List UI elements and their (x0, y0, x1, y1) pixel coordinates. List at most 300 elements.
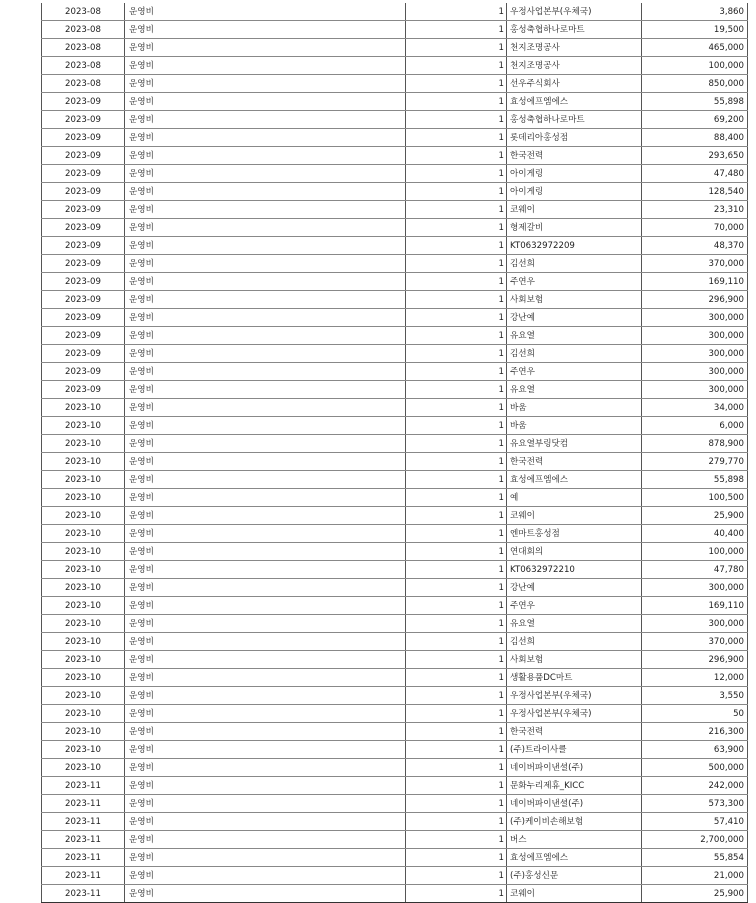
category-cell: 운영비 (125, 345, 406, 363)
vendor-cell: 문화누리제휴_KICC (507, 777, 642, 795)
amount-cell: 370,000 (642, 633, 748, 651)
vendor-cell: 주연우 (507, 597, 642, 615)
category-cell: 운영비 (125, 309, 406, 327)
month-cell: 2023-10 (42, 597, 125, 615)
amount-cell: 48,370 (642, 237, 748, 255)
month-cell: 2023-10 (42, 741, 125, 759)
amount-cell: 300,000 (642, 363, 748, 381)
table-row (42, 75, 748, 93)
month-cell: 2023-10 (42, 435, 125, 453)
table-row (42, 579, 748, 597)
category-cell: 운영비 (125, 219, 406, 237)
quantity-cell: 1 (406, 327, 507, 345)
table-row (42, 273, 748, 291)
month-cell: 2023-10 (42, 417, 125, 435)
amount-cell: 296,900 (642, 291, 748, 309)
category-cell: 운영비 (125, 75, 406, 93)
month-cell: 2023-09 (42, 93, 125, 111)
amount-cell: 69,200 (642, 111, 748, 129)
quantity-cell: 1 (406, 75, 507, 93)
category-cell: 운영비 (125, 669, 406, 687)
vendor-cell: 한국전력 (507, 453, 642, 471)
category-cell: 운영비 (125, 543, 406, 561)
quantity-cell: 1 (406, 273, 507, 291)
quantity-cell: 1 (406, 39, 507, 57)
table-row (42, 885, 748, 903)
category-cell: 운영비 (125, 471, 406, 489)
quantity-cell: 1 (406, 381, 507, 399)
table-row (42, 777, 748, 795)
quantity-cell: 1 (406, 363, 507, 381)
amount-cell: 296,900 (642, 651, 748, 669)
table-row (42, 219, 748, 237)
month-cell: 2023-11 (42, 777, 125, 795)
category-cell: 운영비 (125, 507, 406, 525)
category-cell: 운영비 (125, 21, 406, 39)
quantity-cell: 1 (406, 129, 507, 147)
amount-cell: 300,000 (642, 327, 748, 345)
month-cell: 2023-09 (42, 273, 125, 291)
month-cell: 2023-10 (42, 489, 125, 507)
quantity-cell: 1 (406, 543, 507, 561)
amount-cell: 300,000 (642, 345, 748, 363)
quantity-cell: 1 (406, 453, 507, 471)
vendor-cell: 유요열부링닷컴 (507, 435, 642, 453)
vendor-cell: 바움 (507, 417, 642, 435)
category-cell: 운영비 (125, 831, 406, 849)
table-row (42, 381, 748, 399)
table-row (42, 597, 748, 615)
quantity-cell: 1 (406, 21, 507, 39)
quantity-cell: 1 (406, 147, 507, 165)
table-row (42, 867, 748, 885)
category-cell: 운영비 (125, 597, 406, 615)
category-cell: 운영비 (125, 687, 406, 705)
vendor-cell: 유요열 (507, 615, 642, 633)
category-cell: 운영비 (125, 237, 406, 255)
vendor-cell: (주)케이비손해보험 (507, 813, 642, 831)
month-cell: 2023-10 (42, 705, 125, 723)
month-cell: 2023-10 (42, 561, 125, 579)
month-cell: 2023-09 (42, 111, 125, 129)
vendor-cell: 우정사업본부(우체국) (507, 705, 642, 723)
table-row (42, 507, 748, 525)
vendor-cell: 사회보험 (507, 291, 642, 309)
quantity-cell: 1 (406, 417, 507, 435)
vendor-cell: (주)트라이사클 (507, 741, 642, 759)
quantity-cell: 1 (406, 687, 507, 705)
month-cell: 2023-09 (42, 201, 125, 219)
month-cell: 2023-09 (42, 309, 125, 327)
table-row (42, 237, 748, 255)
amount-cell: 242,000 (642, 777, 748, 795)
table-row (42, 435, 748, 453)
category-cell: 운영비 (125, 183, 406, 201)
month-cell: 2023-09 (42, 183, 125, 201)
month-cell: 2023-11 (42, 813, 125, 831)
category-cell: 운영비 (125, 759, 406, 777)
vendor-cell: 효성에프엠에스 (507, 471, 642, 489)
month-cell: 2023-09 (42, 255, 125, 273)
quantity-cell: 1 (406, 111, 507, 129)
category-cell: 운영비 (125, 255, 406, 273)
quantity-cell: 1 (406, 651, 507, 669)
amount-cell: 88,400 (642, 129, 748, 147)
amount-cell: 500,000 (642, 759, 748, 777)
month-cell: 2023-08 (42, 75, 125, 93)
amount-cell: 878,900 (642, 435, 748, 453)
vendor-cell: 김선희 (507, 345, 642, 363)
table-row (42, 471, 748, 489)
quantity-cell: 1 (406, 237, 507, 255)
quantity-cell: 1 (406, 183, 507, 201)
vendor-cell: 효성에프엠에스 (507, 849, 642, 867)
vendor-cell: 예 (507, 489, 642, 507)
vendor-cell: 사회보험 (507, 651, 642, 669)
quantity-cell: 1 (406, 93, 507, 111)
vendor-cell: 홍성축협하나로마트 (507, 21, 642, 39)
amount-cell: 55,898 (642, 471, 748, 489)
month-cell: 2023-09 (42, 327, 125, 345)
vendor-cell: 천지조명공사 (507, 57, 642, 75)
table-row (42, 543, 748, 561)
quantity-cell: 1 (406, 3, 507, 21)
category-cell: 운영비 (125, 561, 406, 579)
month-cell: 2023-09 (42, 129, 125, 147)
amount-cell: 23,310 (642, 201, 748, 219)
month-cell: 2023-09 (42, 165, 125, 183)
vendor-cell: 주연우 (507, 363, 642, 381)
category-cell: 운영비 (125, 39, 406, 57)
table-row (42, 723, 748, 741)
amount-cell: 3,860 (642, 3, 748, 21)
amount-cell: 63,900 (642, 741, 748, 759)
amount-cell: 300,000 (642, 381, 748, 399)
month-cell: 2023-11 (42, 885, 125, 903)
table-row (42, 3, 748, 21)
month-cell: 2023-10 (42, 633, 125, 651)
quantity-cell: 1 (406, 615, 507, 633)
month-cell: 2023-08 (42, 21, 125, 39)
month-cell: 2023-10 (42, 543, 125, 561)
table-row (42, 39, 748, 57)
amount-cell: 850,000 (642, 75, 748, 93)
quantity-cell: 1 (406, 525, 507, 543)
vendor-cell: 주연우 (507, 273, 642, 291)
month-cell: 2023-09 (42, 237, 125, 255)
month-cell: 2023-09 (42, 147, 125, 165)
category-cell: 운영비 (125, 651, 406, 669)
vendor-cell: 한국전력 (507, 147, 642, 165)
month-cell: 2023-11 (42, 795, 125, 813)
quantity-cell: 1 (406, 777, 507, 795)
table-row (42, 345, 748, 363)
quantity-cell: 1 (406, 705, 507, 723)
category-cell: 운영비 (125, 363, 406, 381)
vendor-cell: (주)홍성신문 (507, 867, 642, 885)
amount-cell: 55,854 (642, 849, 748, 867)
vendor-cell: 한국전력 (507, 723, 642, 741)
table-row (42, 813, 748, 831)
vendor-cell: 코웨이 (507, 885, 642, 903)
month-cell: 2023-09 (42, 291, 125, 309)
category-cell: 운영비 (125, 435, 406, 453)
category-cell: 운영비 (125, 129, 406, 147)
quantity-cell: 1 (406, 57, 507, 75)
quantity-cell: 1 (406, 255, 507, 273)
category-cell: 운영비 (125, 57, 406, 75)
quantity-cell: 1 (406, 471, 507, 489)
ledger-body (42, 3, 748, 903)
table-row (42, 795, 748, 813)
amount-cell: 55,898 (642, 93, 748, 111)
table-row (42, 111, 748, 129)
category-cell: 운영비 (125, 615, 406, 633)
month-cell: 2023-10 (42, 507, 125, 525)
amount-cell: 50 (642, 705, 748, 723)
category-cell: 운영비 (125, 489, 406, 507)
vendor-cell: 강난예 (507, 579, 642, 597)
vendor-cell: 아이게링 (507, 165, 642, 183)
amount-cell: 2,700,000 (642, 831, 748, 849)
quantity-cell: 1 (406, 489, 507, 507)
table-row (42, 201, 748, 219)
month-cell: 2023-09 (42, 363, 125, 381)
vendor-cell: 아이게링 (507, 183, 642, 201)
quantity-cell: 1 (406, 633, 507, 651)
vendor-cell: 우정사업본부(우체국) (507, 3, 642, 21)
category-cell: 운영비 (125, 291, 406, 309)
amount-cell: 25,900 (642, 885, 748, 903)
month-cell: 2023-08 (42, 57, 125, 75)
vendor-cell: KT0632972209 (507, 237, 642, 255)
vendor-cell: 바움 (507, 399, 642, 417)
vendor-cell: 천지조명공사 (507, 39, 642, 57)
vendor-cell: 유요열 (507, 327, 642, 345)
vendor-cell: 형제갈비 (507, 219, 642, 237)
month-cell: 2023-10 (42, 651, 125, 669)
category-cell: 운영비 (125, 777, 406, 795)
quantity-cell: 1 (406, 435, 507, 453)
vendor-cell: 김선희 (507, 255, 642, 273)
quantity-cell: 1 (406, 759, 507, 777)
category-cell: 운영비 (125, 723, 406, 741)
amount-cell: 47,780 (642, 561, 748, 579)
month-cell: 2023-10 (42, 525, 125, 543)
category-cell: 운영비 (125, 795, 406, 813)
table-row (42, 57, 748, 75)
table-row (42, 93, 748, 111)
table-row (42, 615, 748, 633)
category-cell: 운영비 (125, 453, 406, 471)
vendor-cell: 네이버파이낸셜(주) (507, 759, 642, 777)
category-cell: 운영비 (125, 147, 406, 165)
amount-cell: 169,110 (642, 273, 748, 291)
month-cell: 2023-10 (42, 579, 125, 597)
amount-cell: 19,500 (642, 21, 748, 39)
category-cell: 운영비 (125, 525, 406, 543)
table-row (42, 291, 748, 309)
vendor-cell: 강난예 (507, 309, 642, 327)
quantity-cell: 1 (406, 669, 507, 687)
table-row (42, 129, 748, 147)
table-row (42, 651, 748, 669)
quantity-cell: 1 (406, 507, 507, 525)
category-cell: 운영비 (125, 813, 406, 831)
table-row (42, 705, 748, 723)
table-row (42, 849, 748, 867)
quantity-cell: 1 (406, 831, 507, 849)
amount-cell: 216,300 (642, 723, 748, 741)
quantity-cell: 1 (406, 885, 507, 903)
table-row (42, 489, 748, 507)
category-cell: 운영비 (125, 93, 406, 111)
quantity-cell: 1 (406, 597, 507, 615)
amount-cell: 40,400 (642, 525, 748, 543)
category-cell: 운영비 (125, 633, 406, 651)
quantity-cell: 1 (406, 219, 507, 237)
vendor-cell: 코웨이 (507, 201, 642, 219)
month-cell: 2023-10 (42, 615, 125, 633)
month-cell: 2023-10 (42, 759, 125, 777)
category-cell: 운영비 (125, 273, 406, 291)
quantity-cell: 1 (406, 201, 507, 219)
category-cell: 운영비 (125, 741, 406, 759)
amount-cell: 12,000 (642, 669, 748, 687)
table-row (42, 309, 748, 327)
month-cell: 2023-11 (42, 849, 125, 867)
category-cell: 운영비 (125, 417, 406, 435)
category-cell: 운영비 (125, 3, 406, 21)
month-cell: 2023-09 (42, 219, 125, 237)
amount-cell: 300,000 (642, 579, 748, 597)
amount-cell: 370,000 (642, 255, 748, 273)
table-row (42, 831, 748, 849)
category-cell: 운영비 (125, 885, 406, 903)
category-cell: 운영비 (125, 327, 406, 345)
month-cell: 2023-10 (42, 471, 125, 489)
month-cell: 2023-10 (42, 669, 125, 687)
month-cell: 2023-10 (42, 723, 125, 741)
amount-cell: 6,000 (642, 417, 748, 435)
table-row (42, 327, 748, 345)
amount-cell: 34,000 (642, 399, 748, 417)
amount-cell: 25,900 (642, 507, 748, 525)
amount-cell: 465,000 (642, 39, 748, 57)
table-row (42, 525, 748, 543)
table-row (42, 147, 748, 165)
amount-cell: 573,300 (642, 795, 748, 813)
quantity-cell: 1 (406, 399, 507, 417)
table-row (42, 669, 748, 687)
category-cell: 운영비 (125, 849, 406, 867)
category-cell: 운영비 (125, 867, 406, 885)
amount-cell: 293,650 (642, 147, 748, 165)
month-cell: 2023-08 (42, 3, 125, 21)
amount-cell: 169,110 (642, 597, 748, 615)
vendor-cell: 코웨이 (507, 507, 642, 525)
vendor-cell: 유요열 (507, 381, 642, 399)
expense-ledger-table (41, 3, 748, 903)
amount-cell: 21,000 (642, 867, 748, 885)
table-row (42, 453, 748, 471)
month-cell: 2023-09 (42, 381, 125, 399)
quantity-cell: 1 (406, 795, 507, 813)
vendor-cell: 홍성축협하나로마트 (507, 111, 642, 129)
quantity-cell: 1 (406, 291, 507, 309)
vendor-cell: 김선희 (507, 633, 642, 651)
category-cell: 운영비 (125, 579, 406, 597)
month-cell: 2023-08 (42, 39, 125, 57)
quantity-cell: 1 (406, 345, 507, 363)
quantity-cell: 1 (406, 813, 507, 831)
amount-cell: 100,000 (642, 57, 748, 75)
amount-cell: 128,540 (642, 183, 748, 201)
month-cell: 2023-10 (42, 687, 125, 705)
month-cell: 2023-10 (42, 399, 125, 417)
amount-cell: 100,000 (642, 543, 748, 561)
category-cell: 운영비 (125, 381, 406, 399)
vendor-cell: 효성에프엠에스 (507, 93, 642, 111)
vendor-cell: 선우주식회사 (507, 75, 642, 93)
table-row (42, 255, 748, 273)
amount-cell: 70,000 (642, 219, 748, 237)
vendor-cell: 생활용품DC마트 (507, 669, 642, 687)
table-row (42, 165, 748, 183)
quantity-cell: 1 (406, 741, 507, 759)
quantity-cell: 1 (406, 849, 507, 867)
vendor-cell: KT0632972210 (507, 561, 642, 579)
vendor-cell: 롯데리아홍성점 (507, 129, 642, 147)
amount-cell: 300,000 (642, 615, 748, 633)
vendor-cell: 네이버파이낸셜(주) (507, 795, 642, 813)
table-row (42, 759, 748, 777)
table-row (42, 561, 748, 579)
table-row (42, 633, 748, 651)
table-row (42, 21, 748, 39)
category-cell: 운영비 (125, 201, 406, 219)
quantity-cell: 1 (406, 309, 507, 327)
quantity-cell: 1 (406, 867, 507, 885)
vendor-cell: 엔마트홍성점 (507, 525, 642, 543)
month-cell: 2023-10 (42, 453, 125, 471)
amount-cell: 100,500 (642, 489, 748, 507)
amount-cell: 47,480 (642, 165, 748, 183)
category-cell: 운영비 (125, 111, 406, 129)
quantity-cell: 1 (406, 579, 507, 597)
month-cell: 2023-09 (42, 345, 125, 363)
quantity-cell: 1 (406, 561, 507, 579)
quantity-cell: 1 (406, 723, 507, 741)
table-row (42, 183, 748, 201)
category-cell: 운영비 (125, 705, 406, 723)
month-cell: 2023-11 (42, 867, 125, 885)
month-cell: 2023-11 (42, 831, 125, 849)
amount-cell: 3,550 (642, 687, 748, 705)
amount-cell: 300,000 (642, 309, 748, 327)
table-row (42, 687, 748, 705)
category-cell: 운영비 (125, 165, 406, 183)
quantity-cell: 1 (406, 165, 507, 183)
amount-cell: 279,770 (642, 453, 748, 471)
amount-cell: 57,410 (642, 813, 748, 831)
table-row (42, 399, 748, 417)
category-cell: 운영비 (125, 399, 406, 417)
table-row (42, 363, 748, 381)
table-row (42, 741, 748, 759)
table-row (42, 417, 748, 435)
vendor-cell: 연대회의 (507, 543, 642, 561)
